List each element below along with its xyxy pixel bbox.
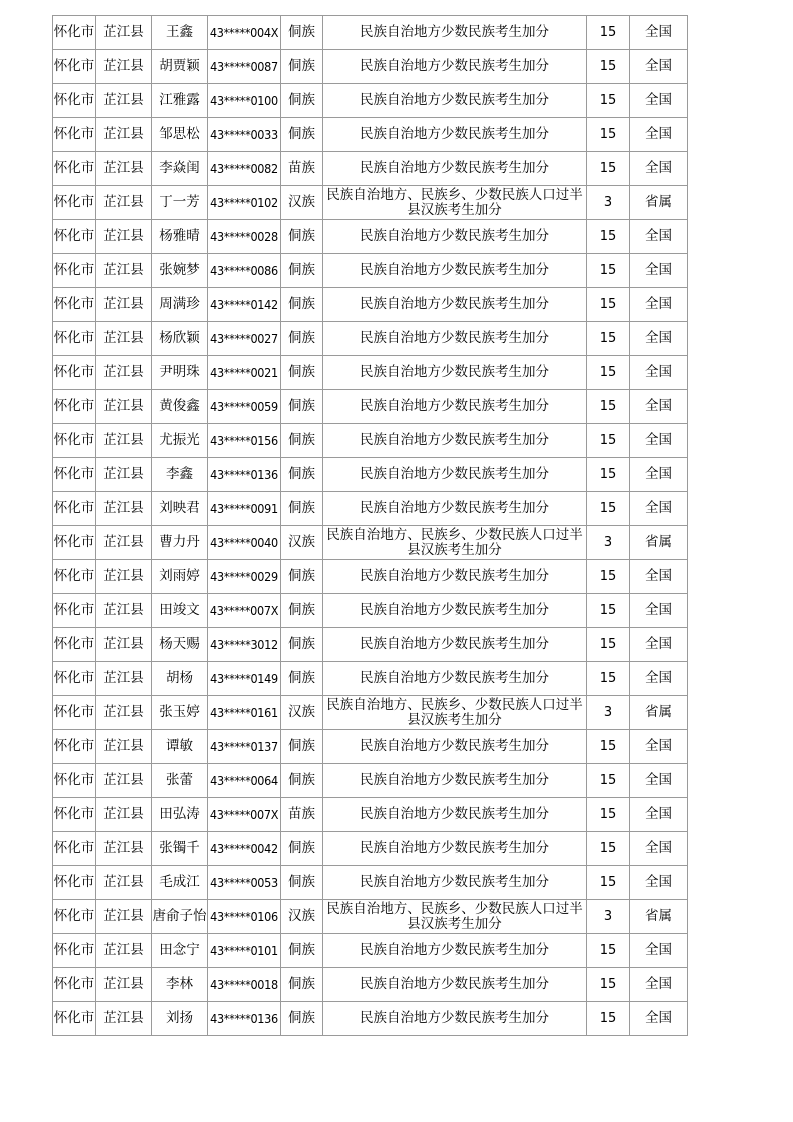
scope-cell: 全国 — [630, 798, 688, 832]
county-cell: 芷江县 — [96, 186, 152, 220]
city-cell: 怀化市 — [53, 254, 96, 288]
table-row — [53, 322, 688, 356]
table-row — [53, 458, 688, 492]
id-number-cell: 43*****0136 — [208, 458, 281, 492]
bonus-score-cell: 15 — [587, 16, 630, 50]
bonus-score-cell: 15 — [587, 152, 630, 186]
city-cell: 怀化市 — [53, 934, 96, 968]
city-cell: 怀化市 — [53, 662, 96, 696]
ethnicity-cell: 侗族 — [281, 730, 323, 764]
ethnicity-cell: 侗族 — [281, 356, 323, 390]
id-number-cell: 43*****0100 — [208, 84, 281, 118]
bonus-item-cell: 民族自治地方少数民族考生加分 — [323, 934, 587, 968]
table-row — [53, 798, 688, 832]
id-number-cell: 43*****0106 — [208, 900, 281, 934]
scope-cell: 全国 — [630, 118, 688, 152]
scope-cell: 全国 — [630, 458, 688, 492]
student-name-cell: 胡贾颖 — [152, 50, 208, 84]
county-cell: 芷江县 — [96, 968, 152, 1002]
table-row — [53, 628, 688, 662]
table-row — [53, 900, 688, 934]
table-row — [53, 254, 688, 288]
bonus-score-cell: 15 — [587, 492, 630, 526]
bonus-item-cell: 民族自治地方少数民族考生加分 — [323, 628, 587, 662]
scope-cell: 全国 — [630, 866, 688, 900]
ethnicity-cell: 苗族 — [281, 152, 323, 186]
scope-cell: 省属 — [630, 900, 688, 934]
table-row — [53, 764, 688, 798]
county-cell: 芷江县 — [96, 288, 152, 322]
table-row — [53, 118, 688, 152]
bonus-item-cell: 民族自治地方少数民族考生加分 — [323, 560, 587, 594]
bonus-points-table — [52, 15, 688, 1036]
ethnicity-cell: 侗族 — [281, 16, 323, 50]
scope-cell: 全国 — [630, 832, 688, 866]
id-number-cell: 43*****0149 — [208, 662, 281, 696]
city-cell: 怀化市 — [53, 118, 96, 152]
table-row — [53, 696, 688, 730]
bonus-item-cell: 民族自治地方少数民族考生加分 — [323, 50, 587, 84]
student-name-cell: 江雅露 — [152, 84, 208, 118]
student-name-cell: 李鑫 — [152, 458, 208, 492]
id-number-cell: 43*****0029 — [208, 560, 281, 594]
student-name-cell: 杨雅晴 — [152, 220, 208, 254]
bonus-score-cell: 15 — [587, 968, 630, 1002]
id-number-cell: 43*****004X — [208, 16, 281, 50]
scope-cell: 全国 — [630, 560, 688, 594]
student-name-cell: 毛成江 — [152, 866, 208, 900]
county-cell: 芷江县 — [96, 50, 152, 84]
county-cell: 芷江县 — [96, 1002, 152, 1036]
id-number-cell: 43*****0087 — [208, 50, 281, 84]
city-cell: 怀化市 — [53, 220, 96, 254]
bonus-score-cell: 15 — [587, 254, 630, 288]
ethnicity-cell: 侗族 — [281, 832, 323, 866]
ethnicity-cell: 侗族 — [281, 118, 323, 152]
table-row — [53, 934, 688, 968]
scope-cell: 全国 — [630, 288, 688, 322]
table-body — [53, 16, 688, 1036]
scope-cell: 全国 — [630, 16, 688, 50]
city-cell: 怀化市 — [53, 356, 96, 390]
id-number-cell: 43*****0101 — [208, 934, 281, 968]
student-name-cell: 尹明珠 — [152, 356, 208, 390]
id-number-cell: 43*****0082 — [208, 152, 281, 186]
scope-cell: 全国 — [630, 152, 688, 186]
city-cell: 怀化市 — [53, 322, 96, 356]
bonus-item-cell: 民族自治地方少数民族考生加分 — [323, 356, 587, 390]
table-row — [53, 50, 688, 84]
student-name-cell: 尤振光 — [152, 424, 208, 458]
city-cell: 怀化市 — [53, 16, 96, 50]
bonus-score-cell: 15 — [587, 832, 630, 866]
bonus-item-cell: 民族自治地方少数民族考生加分 — [323, 152, 587, 186]
bonus-item-cell: 民族自治地方少数民族考生加分 — [323, 832, 587, 866]
ethnicity-cell: 侗族 — [281, 628, 323, 662]
id-number-cell: 43*****3012 — [208, 628, 281, 662]
table-row — [53, 152, 688, 186]
bonus-score-cell: 15 — [587, 288, 630, 322]
table-row — [53, 424, 688, 458]
bonus-score-cell: 3 — [587, 696, 630, 730]
city-cell: 怀化市 — [53, 764, 96, 798]
bonus-item-cell: 民族自治地方少数民族考生加分 — [323, 1002, 587, 1036]
city-cell: 怀化市 — [53, 526, 96, 560]
ethnicity-cell: 侗族 — [281, 84, 323, 118]
county-cell: 芷江县 — [96, 322, 152, 356]
ethnicity-cell: 侗族 — [281, 866, 323, 900]
ethnicity-cell: 侗族 — [281, 662, 323, 696]
id-number-cell: 43*****007X — [208, 798, 281, 832]
scope-cell: 省属 — [630, 186, 688, 220]
scope-cell: 全国 — [630, 1002, 688, 1036]
table-row — [53, 390, 688, 424]
bonus-score-cell: 15 — [587, 662, 630, 696]
student-name-cell: 李林 — [152, 968, 208, 1002]
county-cell: 芷江县 — [96, 730, 152, 764]
city-cell: 怀化市 — [53, 390, 96, 424]
scope-cell: 全国 — [630, 628, 688, 662]
bonus-item-cell: 民族自治地方少数民族考生加分 — [323, 798, 587, 832]
scope-cell: 全国 — [630, 968, 688, 1002]
ethnicity-cell: 侗族 — [281, 50, 323, 84]
ethnicity-cell: 侗族 — [281, 390, 323, 424]
county-cell: 芷江县 — [96, 84, 152, 118]
id-number-cell: 43*****0161 — [208, 696, 281, 730]
student-name-cell: 田弘涛 — [152, 798, 208, 832]
bonus-item-cell: 民族自治地方少数民族考生加分 — [323, 866, 587, 900]
city-cell: 怀化市 — [53, 900, 96, 934]
student-name-cell: 刘映君 — [152, 492, 208, 526]
scope-cell: 全国 — [630, 356, 688, 390]
id-number-cell: 43*****0033 — [208, 118, 281, 152]
bonus-score-cell: 15 — [587, 764, 630, 798]
city-cell: 怀化市 — [53, 594, 96, 628]
id-number-cell: 43*****0091 — [208, 492, 281, 526]
student-name-cell: 唐俞子怡 — [152, 900, 208, 934]
bonus-score-cell: 15 — [587, 798, 630, 832]
city-cell: 怀化市 — [53, 628, 96, 662]
bonus-item-cell: 民族自治地方少数民族考生加分 — [323, 84, 587, 118]
county-cell: 芷江县 — [96, 390, 152, 424]
bonus-item-cell: 民族自治地方少数民族考生加分 — [323, 730, 587, 764]
bonus-item-cell: 民族自治地方少数民族考生加分 — [323, 492, 587, 526]
table-row — [53, 526, 688, 560]
county-cell: 芷江县 — [96, 458, 152, 492]
city-cell: 怀化市 — [53, 866, 96, 900]
student-name-cell: 刘扬 — [152, 1002, 208, 1036]
county-cell: 芷江县 — [96, 526, 152, 560]
bonus-score-cell: 15 — [587, 560, 630, 594]
city-cell: 怀化市 — [53, 832, 96, 866]
bonus-score-cell: 15 — [587, 730, 630, 764]
table-row — [53, 662, 688, 696]
ethnicity-cell: 侗族 — [281, 220, 323, 254]
scope-cell: 全国 — [630, 220, 688, 254]
id-number-cell: 43*****0018 — [208, 968, 281, 1002]
bonus-item-cell: 民族自治地方少数民族考生加分 — [323, 118, 587, 152]
table-row — [53, 16, 688, 50]
student-name-cell: 张婉梦 — [152, 254, 208, 288]
table-row — [53, 492, 688, 526]
ethnicity-cell: 侗族 — [281, 764, 323, 798]
ethnicity-cell: 侗族 — [281, 1002, 323, 1036]
city-cell: 怀化市 — [53, 968, 96, 1002]
county-cell: 芷江县 — [96, 900, 152, 934]
county-cell: 芷江县 — [96, 152, 152, 186]
county-cell: 芷江县 — [96, 832, 152, 866]
table-row — [53, 84, 688, 118]
city-cell: 怀化市 — [53, 152, 96, 186]
city-cell: 怀化市 — [53, 458, 96, 492]
city-cell: 怀化市 — [53, 730, 96, 764]
scope-cell: 全国 — [630, 934, 688, 968]
student-name-cell: 田念宁 — [152, 934, 208, 968]
scope-cell: 全国 — [630, 322, 688, 356]
bonus-score-cell: 15 — [587, 934, 630, 968]
county-cell: 芷江县 — [96, 492, 152, 526]
county-cell: 芷江县 — [96, 424, 152, 458]
id-number-cell: 43*****0027 — [208, 322, 281, 356]
ethnicity-cell: 侗族 — [281, 594, 323, 628]
county-cell: 芷江县 — [96, 696, 152, 730]
city-cell: 怀化市 — [53, 424, 96, 458]
scope-cell: 全国 — [630, 594, 688, 628]
city-cell: 怀化市 — [53, 696, 96, 730]
ethnicity-cell: 汉族 — [281, 526, 323, 560]
bonus-score-cell: 15 — [587, 220, 630, 254]
student-name-cell: 曹力丹 — [152, 526, 208, 560]
student-name-cell: 杨欣颖 — [152, 322, 208, 356]
scope-cell: 全国 — [630, 662, 688, 696]
ethnicity-cell: 侗族 — [281, 458, 323, 492]
id-number-cell: 43*****0137 — [208, 730, 281, 764]
ethnicity-cell: 汉族 — [281, 696, 323, 730]
bonus-item-cell: 民族自治地方少数民族考生加分 — [323, 254, 587, 288]
bonus-item-cell: 民族自治地方少数民族考生加分 — [323, 968, 587, 1002]
student-name-cell: 李焱闺 — [152, 152, 208, 186]
table-row — [53, 832, 688, 866]
bonus-item-cell: 民族自治地方、民族乡、少数民族人口过半县汉族考生加分 — [323, 526, 587, 560]
ethnicity-cell: 侗族 — [281, 254, 323, 288]
ethnicity-cell: 侗族 — [281, 560, 323, 594]
scope-cell: 全国 — [630, 50, 688, 84]
bonus-item-cell: 民族自治地方少数民族考生加分 — [323, 220, 587, 254]
student-name-cell: 杨天赐 — [152, 628, 208, 662]
student-name-cell: 张玉婷 — [152, 696, 208, 730]
city-cell: 怀化市 — [53, 50, 96, 84]
id-number-cell: 43*****0102 — [208, 186, 281, 220]
city-cell: 怀化市 — [53, 186, 96, 220]
ethnicity-cell: 侗族 — [281, 492, 323, 526]
city-cell: 怀化市 — [53, 288, 96, 322]
bonus-item-cell: 民族自治地方少数民族考生加分 — [323, 288, 587, 322]
student-name-cell: 胡杨 — [152, 662, 208, 696]
county-cell: 芷江县 — [96, 16, 152, 50]
table-row — [53, 356, 688, 390]
scope-cell: 全国 — [630, 424, 688, 458]
table-row — [53, 866, 688, 900]
scope-cell: 全国 — [630, 84, 688, 118]
id-number-cell: 43*****0028 — [208, 220, 281, 254]
scope-cell: 全国 — [630, 390, 688, 424]
bonus-item-cell: 民族自治地方少数民族考生加分 — [323, 424, 587, 458]
ethnicity-cell: 汉族 — [281, 900, 323, 934]
county-cell: 芷江县 — [96, 118, 152, 152]
student-name-cell: 田竣文 — [152, 594, 208, 628]
scope-cell: 全国 — [630, 254, 688, 288]
table-row — [53, 730, 688, 764]
id-number-cell: 43*****0156 — [208, 424, 281, 458]
county-cell: 芷江县 — [96, 798, 152, 832]
scope-cell: 全国 — [630, 764, 688, 798]
scope-cell: 省属 — [630, 526, 688, 560]
ethnicity-cell: 侗族 — [281, 424, 323, 458]
bonus-item-cell: 民族自治地方少数民族考生加分 — [323, 322, 587, 356]
ethnicity-cell: 侗族 — [281, 322, 323, 356]
id-number-cell: 43*****0059 — [208, 390, 281, 424]
bonus-item-cell: 民族自治地方少数民族考生加分 — [323, 594, 587, 628]
bonus-score-cell: 15 — [587, 50, 630, 84]
student-name-cell: 谭敏 — [152, 730, 208, 764]
county-cell: 芷江县 — [96, 934, 152, 968]
bonus-score-cell: 3 — [587, 900, 630, 934]
bonus-item-cell: 民族自治地方少数民族考生加分 — [323, 16, 587, 50]
id-number-cell: 43*****0136 — [208, 1002, 281, 1036]
city-cell: 怀化市 — [53, 798, 96, 832]
city-cell: 怀化市 — [53, 492, 96, 526]
bonus-score-cell: 15 — [587, 84, 630, 118]
scope-cell: 省属 — [630, 696, 688, 730]
id-number-cell: 43*****0042 — [208, 832, 281, 866]
county-cell: 芷江县 — [96, 662, 152, 696]
county-cell: 芷江县 — [96, 560, 152, 594]
table-row — [53, 560, 688, 594]
city-cell: 怀化市 — [53, 560, 96, 594]
id-number-cell: 43*****0142 — [208, 288, 281, 322]
county-cell: 芷江县 — [96, 220, 152, 254]
id-number-cell: 43*****0086 — [208, 254, 281, 288]
student-name-cell: 邹思松 — [152, 118, 208, 152]
bonus-score-cell: 15 — [587, 390, 630, 424]
student-name-cell: 周满珍 — [152, 288, 208, 322]
scope-cell: 全国 — [630, 730, 688, 764]
bonus-item-cell: 民族自治地方、民族乡、少数民族人口过半县汉族考生加分 — [323, 900, 587, 934]
ethnicity-cell: 苗族 — [281, 798, 323, 832]
student-name-cell: 黄俊鑫 — [152, 390, 208, 424]
student-name-cell: 刘雨婷 — [152, 560, 208, 594]
bonus-item-cell: 民族自治地方少数民族考生加分 — [323, 662, 587, 696]
student-name-cell: 王鑫 — [152, 16, 208, 50]
id-number-cell: 43*****007X — [208, 594, 281, 628]
table-row — [53, 968, 688, 1002]
bonus-score-cell: 3 — [587, 186, 630, 220]
ethnicity-cell: 侗族 — [281, 934, 323, 968]
id-number-cell: 43*****0040 — [208, 526, 281, 560]
bonus-score-cell: 3 — [587, 526, 630, 560]
bonus-score-cell: 15 — [587, 322, 630, 356]
bonus-item-cell: 民族自治地方、民族乡、少数民族人口过半县汉族考生加分 — [323, 696, 587, 730]
county-cell: 芷江县 — [96, 594, 152, 628]
id-number-cell: 43*****0064 — [208, 764, 281, 798]
table-row — [53, 594, 688, 628]
city-cell: 怀化市 — [53, 84, 96, 118]
student-name-cell: 丁一芳 — [152, 186, 208, 220]
bonus-score-cell: 15 — [587, 458, 630, 492]
table-row — [53, 186, 688, 220]
student-name-cell: 张镯千 — [152, 832, 208, 866]
bonus-item-cell: 民族自治地方少数民族考生加分 — [323, 390, 587, 424]
ethnicity-cell: 侗族 — [281, 288, 323, 322]
bonus-score-cell: 15 — [587, 424, 630, 458]
county-cell: 芷江县 — [96, 866, 152, 900]
table-row — [53, 288, 688, 322]
county-cell: 芷江县 — [96, 764, 152, 798]
bonus-score-cell: 15 — [587, 118, 630, 152]
county-cell: 芷江县 — [96, 356, 152, 390]
id-number-cell: 43*****0053 — [208, 866, 281, 900]
county-cell: 芷江县 — [96, 254, 152, 288]
bonus-score-cell: 15 — [587, 356, 630, 390]
table-row — [53, 1002, 688, 1036]
bonus-score-cell: 15 — [587, 1002, 630, 1036]
table-row — [53, 220, 688, 254]
bonus-item-cell: 民族自治地方、民族乡、少数民族人口过半县汉族考生加分 — [323, 186, 587, 220]
ethnicity-cell: 侗族 — [281, 968, 323, 1002]
bonus-score-cell: 15 — [587, 594, 630, 628]
ethnicity-cell: 汉族 — [281, 186, 323, 220]
city-cell: 怀化市 — [53, 1002, 96, 1036]
id-number-cell: 43*****0021 — [208, 356, 281, 390]
scope-cell: 全国 — [630, 492, 688, 526]
bonus-score-cell: 15 — [587, 628, 630, 662]
county-cell: 芷江县 — [96, 628, 152, 662]
student-name-cell: 张蕾 — [152, 764, 208, 798]
bonus-item-cell: 民族自治地方少数民族考生加分 — [323, 764, 587, 798]
bonus-score-cell: 15 — [587, 866, 630, 900]
bonus-item-cell: 民族自治地方少数民族考生加分 — [323, 458, 587, 492]
